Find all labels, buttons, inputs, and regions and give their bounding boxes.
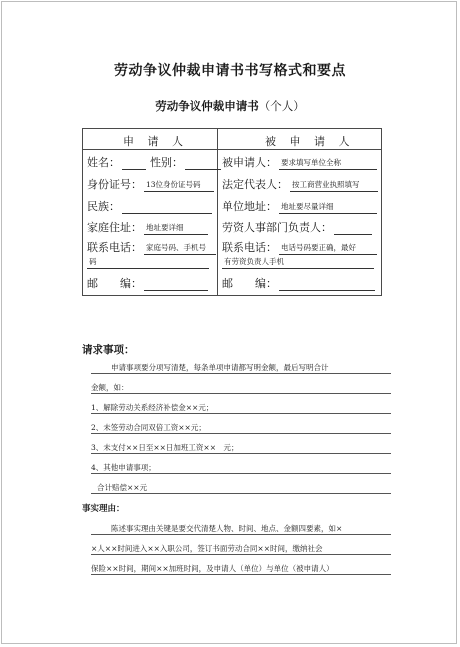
respondent-phone-label: 联系电话：	[222, 241, 277, 254]
applicant-phone-cont-row	[87, 257, 209, 269]
subtitle-paren: （个人）	[258, 99, 305, 113]
applicant-ethnicity-row	[87, 200, 212, 214]
header-divider	[83, 149, 381, 150]
respondent-phone-field-cont[interactable]: 有劳资负责人手机	[222, 257, 374, 269]
name-field[interactable]	[122, 158, 146, 170]
phone-field[interactable]: 家庭号码、手机号	[144, 243, 216, 255]
legal-rep-label: 法定代表人：	[222, 178, 288, 191]
address-label: 家庭住址：	[87, 221, 142, 234]
hr-head-row	[222, 221, 372, 235]
phone-field-cont[interactable]: 码	[87, 257, 209, 269]
company-address-row	[222, 200, 377, 214]
applicant-phone-row	[87, 241, 216, 255]
applicant-header: 申 请 人	[123, 135, 188, 148]
request-line: 申请事项要分项写清楚，每条单项申请都写明金额，最后写明合计	[91, 360, 391, 374]
hr-head-label: 劳资人事部门负责人：	[222, 221, 332, 234]
facts-line: 保险××时间，期间××加班时间，及申请人（单位）与单位（被申请人）	[91, 561, 391, 575]
applicant-postcode-row	[87, 277, 208, 291]
respondent-phone-cont-row	[222, 257, 374, 269]
hr-head-field[interactable]	[334, 223, 372, 235]
id-field[interactable]: 13位身份证号码	[144, 180, 214, 192]
applicant-id-row	[87, 178, 214, 192]
requests-title: 请求事项：	[82, 344, 135, 356]
request-line: 1、解除劳动关系经济补偿金××元；	[91, 400, 391, 414]
company-address-field[interactable]: 地址要尽量详细	[279, 202, 377, 214]
column-divider	[217, 129, 218, 295]
request-line: 4、其他申请事项；	[91, 460, 391, 474]
facts-title: 事实理由：	[82, 504, 125, 514]
respondent-phone-row	[222, 241, 377, 255]
applicant-name-row	[87, 156, 221, 170]
legal-rep-row	[222, 178, 378, 192]
respondent-header: 被 申 请 人	[265, 135, 355, 148]
address-field[interactable]: 地址要详细	[144, 223, 208, 235]
ethnicity-field[interactable]	[122, 202, 212, 214]
respondent-name-label: 被申请人：	[222, 156, 277, 169]
request-line: 合计赔偿××元	[91, 480, 391, 494]
request-line: 金额，如：	[91, 380, 391, 394]
party-info-table	[82, 128, 382, 296]
id-label: 身份证号：	[87, 178, 142, 191]
gender-label: 性别：	[150, 156, 183, 169]
postcode-field[interactable]	[144, 279, 208, 291]
ethnicity-label: 民族：	[87, 200, 120, 213]
respondent-phone-field[interactable]: 电话号码要正确，最好	[279, 243, 377, 255]
name-label: 姓名：	[87, 156, 120, 169]
company-address-label: 单位地址：	[222, 200, 277, 213]
legal-rep-field[interactable]: 按工商营业执照填写	[290, 180, 378, 192]
respondent-postcode-label: 邮 编：	[222, 277, 277, 290]
applicant-address-row	[87, 221, 208, 235]
subtitle-text: 劳动争议仲裁申请书	[155, 99, 259, 113]
respondent-postcode-field[interactable]	[279, 279, 375, 291]
respondent-name-row	[222, 156, 377, 170]
facts-line: ×人××时间进入××入职公司，签订书面劳动合同××时间，缴纳社会	[91, 541, 391, 555]
postcode-label: 邮 编：	[87, 277, 142, 290]
request-line: 3、未支付××日至××日加班工资×× 元；	[91, 440, 391, 454]
gender-field[interactable]	[185, 158, 221, 170]
request-line: 2、未签劳动合同双倍工资××元；	[91, 420, 391, 434]
respondent-postcode-row	[222, 277, 375, 291]
document-title: 劳动争议仲裁申请书书写格式和要点	[114, 63, 346, 79]
phone-label: 联系电话：	[87, 241, 142, 254]
respondent-name-field[interactable]: 要求填写单位全称	[279, 158, 377, 170]
facts-line: 陈述事实理由关键是要交代清楚人物、时间、地点、金额四要素，如×	[91, 521, 391, 535]
document-subtitle	[0, 98, 460, 114]
